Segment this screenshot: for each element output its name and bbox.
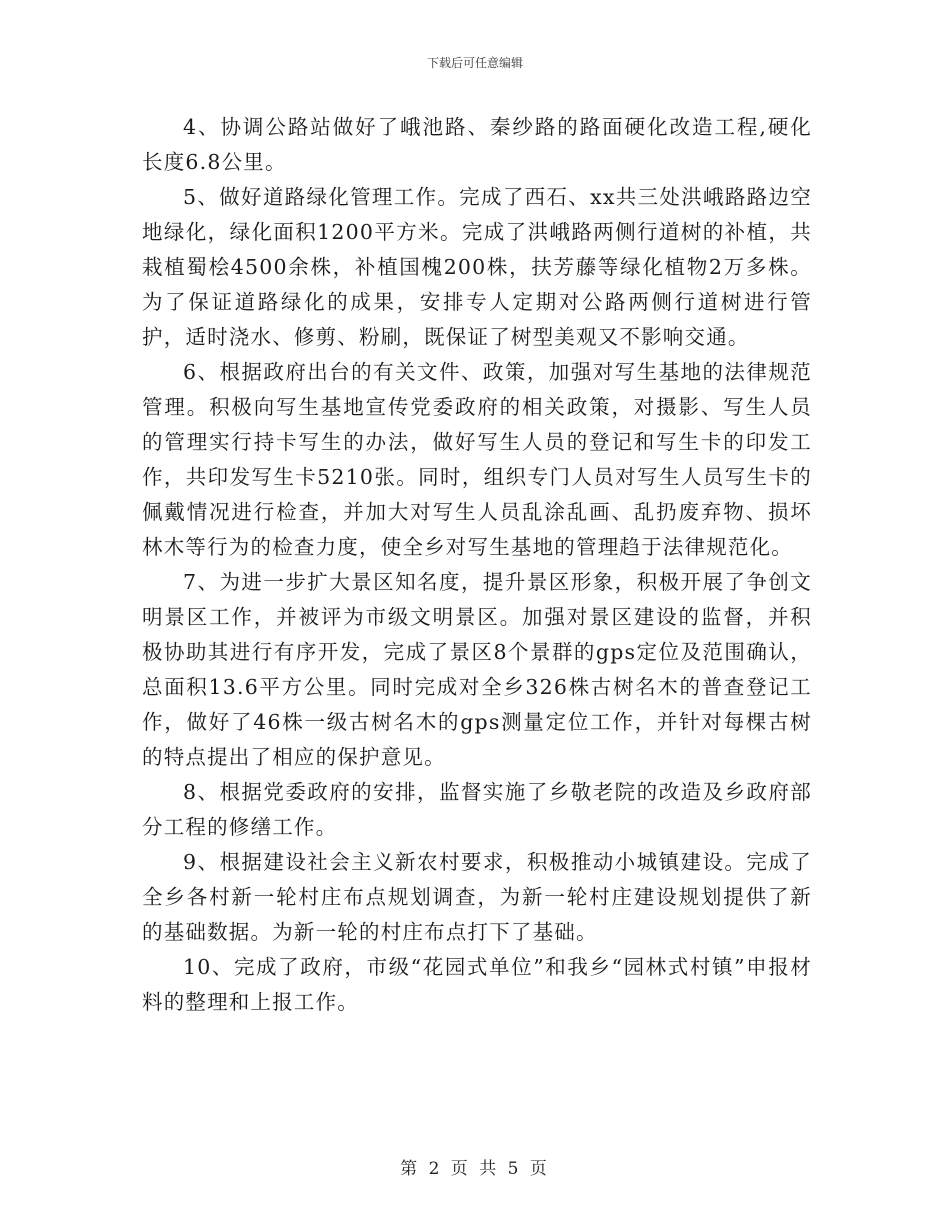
document-body — [142, 110, 812, 1020]
paragraph-item-10: 10、完成了政府，市级“花园式单位”和我乡“园林式村镇”申报材料的整理和上报工作。 — [142, 955, 812, 1014]
paragraph-item-9: 9、根据建设社会主义新农村要求，积极推动小城镇建设。完成了全乡各村新一轮村庄布点规划调查，为新一轮村庄建设规划提供了新的基础数据。为新一轮的村庄布点打下了基础。 — [142, 850, 812, 944]
paragraph-item-4: 4、协调公路站做好了峨池路、秦纱路的路面硬化改造工程,硬化长度6.8公里。 — [142, 115, 812, 174]
page-number-footer: 第 2 页 共 5 页 — [400, 1159, 550, 1179]
paragraph-item-5: 5、做好道路绿化管理工作。完成了西石、xx共三处洪峨路路边空地绿化，绿化面积1200平方米。完成了洪峨路两侧行道树的补植，共栽植蜀桧4500余株，补植国槐200株，扶芳藤等绿化植物2万多株。为了保证道路绿化的成果，安排专人定期对公路两侧行道树进行管护，适时浇水、修剪、粉刷，既保证了树型美观又不影响交通。 — [142, 185, 812, 349]
paragraph-item-7: 7、为进一步扩大景区知名度，提升景区形象，积极开展了争创文明景区工作，并被评为市级文明景区。加强对景区建设的监督，并积极协助其进行有序开发，完成了景区8个景群的gps定位及范围确认，总面积13.6平方公里。同时完成对全乡326株古树名木的普查登记工作，做好了46株一级古树名木的gps测量定位工作，并针对每棵古树的特点提出了相应的保护意见。 — [142, 570, 812, 769]
page-header: 下载后可任意编辑 — [426, 56, 523, 70]
paragraph-item-8: 8、根据党委政府的安排，监督实施了乡敬老院的改造及乡政府部分工程的修缮工作。 — [142, 780, 812, 839]
paragraph-item-6: 6、根据政府出台的有关文件、政策，加强对写生基地的法律规范管理。积极向写生基地宣传党委政府的相关政策，对摄影、写生人员的管理实行持卡写生的办法，做好写生人员的登记和写生卡的印发工作，共印发写生卡5210张。同时，组织专门人员对写生人员写生卡的佩戴情况进行检查，并加大对写生人员乱涂乱画、乱扔废弃物、损坏林木等行为的检查力度，使全乡对写生基地的管理趋于法律规范化。 — [142, 360, 812, 559]
